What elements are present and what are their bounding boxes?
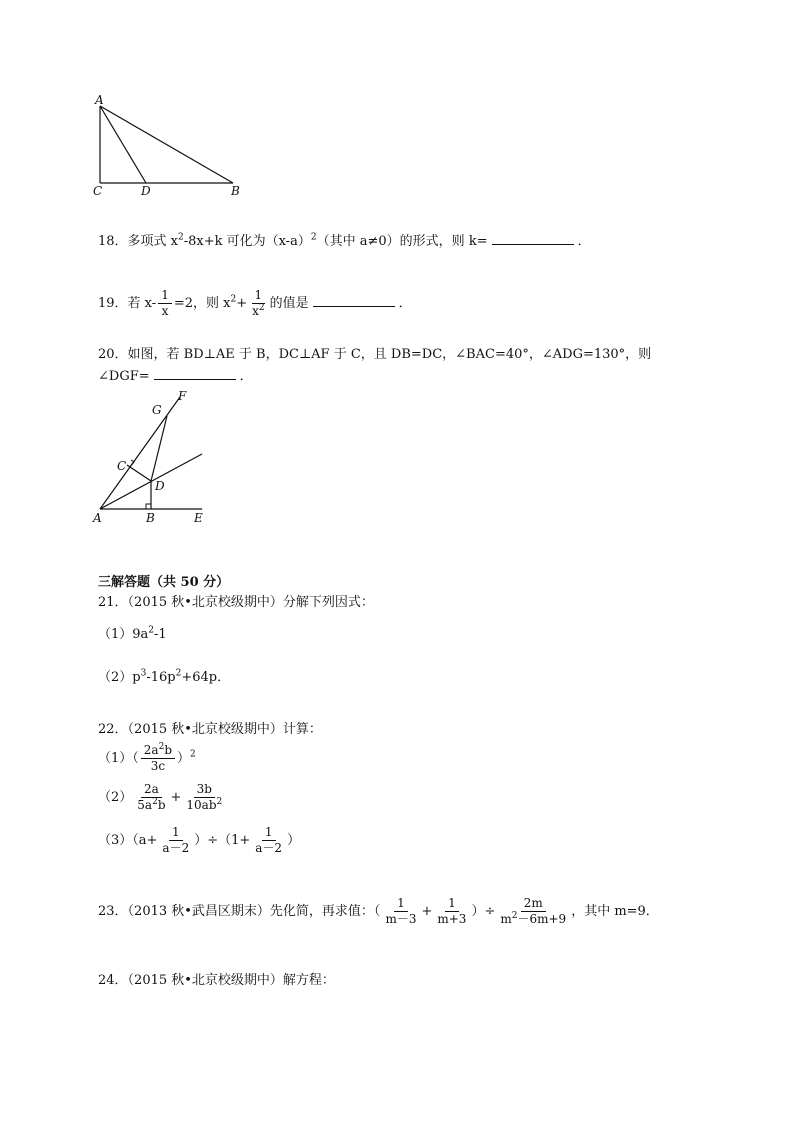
- question-22-item-1: （1）（ $\frac{2a^2b}{3c}$ ）$^2$: [98, 742, 196, 773]
- label-b: B: [231, 184, 240, 198]
- segment-ad: [100, 106, 146, 183]
- triangle-figure-1: [90, 92, 250, 202]
- question-21-item-1: $(1)9a^2-1$: [98, 625, 167, 642]
- fraction-1-over-m-minus-3: $\frac{1}{m-3}$: [385, 896, 417, 926]
- label-a2: A: [93, 511, 102, 525]
- label-b2: B: [146, 511, 155, 525]
- question-21-title: 21．（2015 秋•北京校级期中）分解下列因式：: [98, 595, 374, 610]
- answer-blank-20: [154, 367, 236, 380]
- label-d: D: [141, 184, 151, 198]
- fraction-2m-over-quadratic: $\frac{2m}{m^2-6m+9}$: [500, 896, 567, 926]
- label-g: G: [152, 403, 162, 417]
- fraction-1-over-a-minus-2: $\frac{1}{a-2}$: [162, 825, 190, 855]
- question-22-item-2: （2） $\frac{2a}{5a^2b}$ + $\frac{3b}{10ab^2}$: [98, 779, 227, 817]
- answer-blank-18: [492, 232, 574, 245]
- question-22-item-3: （3）（a+ $\frac{1}{a-2}$ ）÷（1+ $\frac{1}{a-2}$ ）: [98, 825, 301, 855]
- answer-blank-19: [313, 294, 395, 307]
- question-24-title: 24．（2015 秋•北京校级期中）解方程：: [98, 973, 335, 988]
- segment-ab: [100, 106, 233, 183]
- label-c2: C: [117, 459, 127, 473]
- fraction-3b-over-10ab2: $\frac{3b}{10ab^2}$: [186, 782, 223, 812]
- label-a: A: [95, 93, 104, 107]
- question-22-title: 22．（2015 秋•北京校级期中）计算：: [98, 722, 322, 737]
- question-20-line-2: ∠DGF= ．: [98, 369, 253, 384]
- fraction-2a-over-5a2b: $\frac{2a}{5a^2b}$: [137, 782, 166, 812]
- label-f: F: [178, 389, 187, 403]
- fraction-1-over-x-squared: $\frac{1}{x^2}$: [252, 288, 265, 318]
- fraction-1-over-x: $\frac{1}{x}$: [158, 288, 172, 319]
- angle-figure-2: [90, 388, 220, 528]
- label-c: C: [93, 184, 103, 198]
- section-heading: 三解答题（共 50 分）: [98, 575, 230, 590]
- question-21-item-2: $(2)p^3-16p^2+64p$．: [98, 668, 231, 685]
- fraction-2a2b-over-3c: $\frac{2a^2b}{3c}$: [141, 743, 175, 774]
- label-e: E: [194, 511, 203, 525]
- ray-af: [100, 397, 180, 509]
- question-19: 19．若 x- $\frac{1}{x}$ =2，则 $x^2+$ $\frac{1}{x^2}$ 的值是 ．: [98, 288, 412, 318]
- question-23: 23．（2013 秋•武昌区期末）先化简，再求值：（ $\frac{1}{m-3}$ + $\frac{1}{m+3}$ ）÷ $\frac{2m}{m^2-6m+9}$ ，其中 m=9．: [98, 896, 659, 926]
- question-18: 18．多项式 $x^2-8x+k$ 可化为$(x-a)^2$（其中 a≠0）的形式，则 k= ．: [98, 232, 591, 249]
- fraction-1-over-a-minus-2-b: $\frac{1}{a-2}$: [255, 825, 283, 855]
- question-20-line-1: 20．如图，若 BD⊥AE 于 B，DC⊥AF 于 C，且 DB=DC，∠BAC=40°，∠ADG=130°，则: [98, 347, 652, 362]
- label-d2: D: [155, 479, 165, 493]
- segment-dc: [127, 465, 151, 481]
- right-angle-mark-b: [146, 504, 151, 509]
- fraction-1-over-m-plus-3: $\frac{1}{m+3}$: [437, 896, 467, 926]
